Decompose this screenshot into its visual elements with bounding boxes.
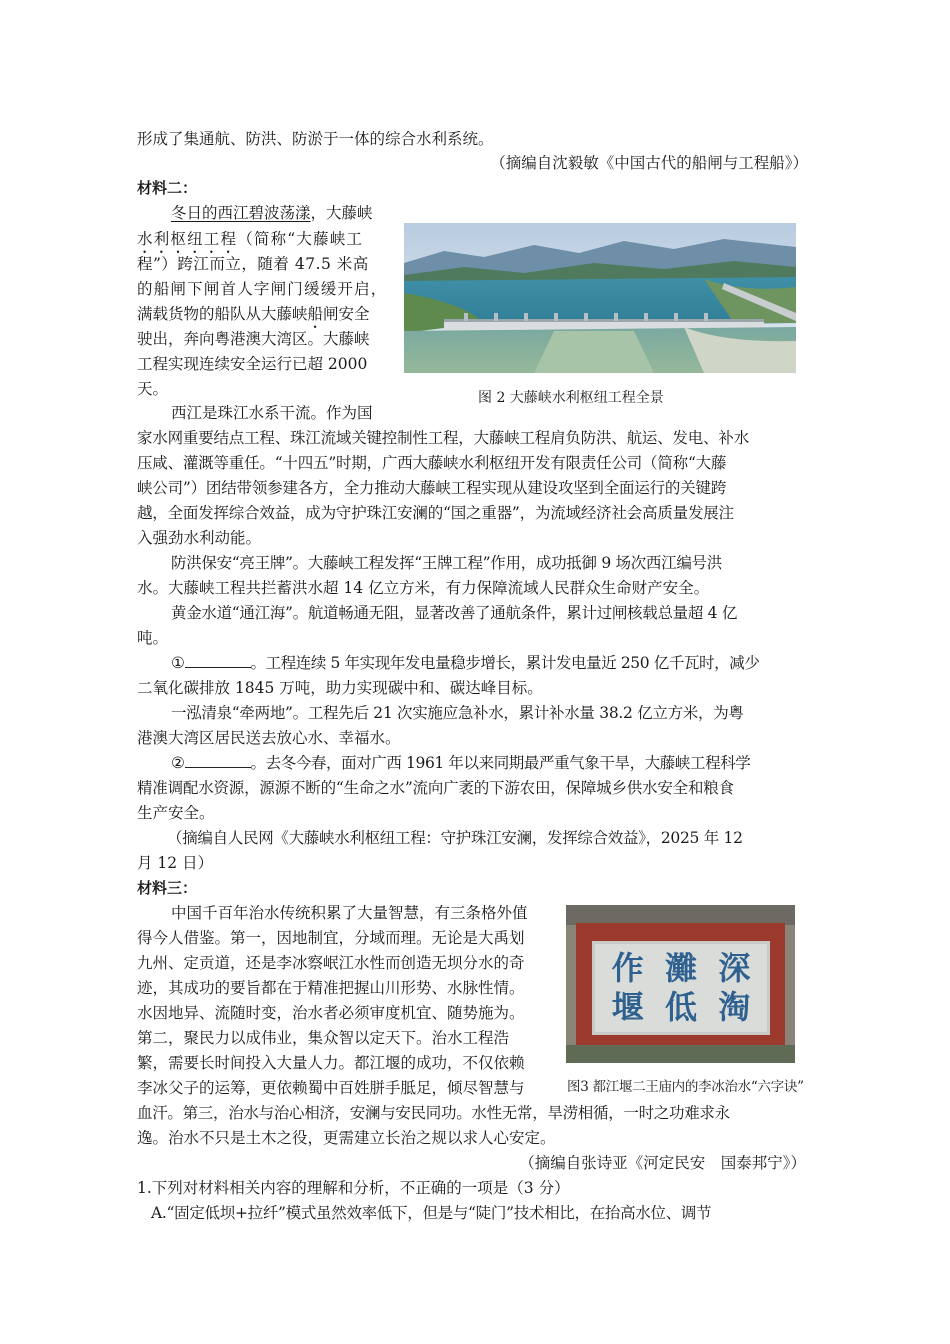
text-line (137, 201, 851, 225)
source-citation: （摘编自沈毅敏《中国古代的船闸与工程船》） (490, 154, 808, 172)
text-line: 峡公司”）团结带领参建各方，全力推动大藤峡工程实现从建设攻坚到全面运行的关键跨 (137, 479, 727, 497)
text-line: 程”）跨江而立，随着 47.5 米高 (137, 255, 369, 273)
answer-blank-2 (185, 753, 251, 768)
plaque-char: 灘 (664, 949, 697, 987)
text-line: 一泓清泉“牵两地”。工程先后 21 次实施应急补水，累计补水量 38.2 亿立方米，为粤 (171, 704, 744, 722)
text-line: 血汗。第三，治水与治心相济，安澜与安民同功。水性无常，旱涝相循，一时之功难求永 (137, 1104, 730, 1122)
text-span: 。工程连续 5 年实现年发电量稳步增长，累计发电量近 250 亿千瓦时，减少 (250, 654, 760, 672)
text-line: 九州、定贡道，还是李冰察岷江水性而创造无坝分水的奇 (137, 954, 525, 972)
source-citation: 月 12 日） (137, 854, 214, 872)
blank-number: ② (171, 754, 185, 772)
plaque-board (592, 941, 770, 1035)
text-line: 的船闸下闸首人字闸门缓缓开启， (137, 280, 388, 298)
plaque-char: 深 (718, 949, 751, 987)
plaque-char: 作 (611, 949, 644, 987)
text-line: 天。 (137, 380, 169, 398)
source-citation: （摘编自人民网《大藤峡水利枢纽工程：守护珠江安澜，发挥综合效益》，2025 年 12 (167, 829, 743, 847)
section-heading-material-2: 材料二： (137, 179, 198, 197)
text-line: 繁，需要长时间投入大量人力。都江堰的成功，不仅依赖 (137, 1054, 525, 1072)
text-line: 生产安全。 (137, 804, 215, 822)
text-span: ，大藤峡 (310, 204, 373, 222)
text-line: 精准调配水资源，源源不断的“生命之水”流向广袤的下游农田，保障城乡供水安全和粮食 (137, 779, 734, 797)
text-line: 水因地异、流随时变，治水者必须审度机宜、随势施为。 (137, 1004, 525, 1022)
plaque-characters (601, 949, 761, 1027)
text-line: 入强劲水利动能。 (137, 529, 262, 547)
text-line (137, 651, 851, 675)
text-line: 吨。 (137, 629, 169, 647)
text-span: （简称“大藤峡工 (237, 230, 364, 248)
text-span: 满载货物的船队从大藤峡 (137, 305, 308, 323)
source-citation: （摘编自张诗亚《河定民安 国泰邦宁》） (519, 1154, 806, 1172)
text-line: 家水网重要结点工程、珠江流域关键控制性工程，大藤峡工程肩负防洪、航运、发电、补水 (137, 429, 750, 447)
figure-caption: 图 2 大藤峡水利枢纽工程全景 (478, 390, 664, 406)
text-line: 中国千百年治水传统积累了大量智慧，有三条格外值 (171, 904, 528, 922)
plaque-photo (566, 905, 795, 1063)
text-line: 第二，聚民力以成伟业，集众智以定天下。治水工程浩 (137, 1029, 510, 1047)
text-line: 形成了集通航、防洪、防淤于一体的综合水利系统。 (137, 130, 494, 148)
text-span: 。去冬今春，面对广西 1961 年以来同期最严重气象干旱，大藤峡工程科学 (250, 754, 751, 772)
text-line (137, 751, 851, 775)
plaque-roof (566, 905, 795, 925)
text-line: 迹，其成功的要旨都在于精准把握山川形势、水脉性情。 (137, 979, 525, 997)
text-line: 驶出，奔向粤港澳大湾区。大藤峡 (137, 330, 370, 348)
text-line: 得今人借鉴。第一，因地制宜，分域而理。无论是大禹划 (137, 929, 525, 947)
text-line: 水。大藤峡工程共拦蓄洪水超 14 亿立方米，有力保障流域人民群众生命财产安全。 (137, 579, 710, 597)
text-line: 逸。治水不只是土木之役，更需建立长治之规以求人心安定。 (137, 1129, 556, 1147)
text-line: 李冰父子的运筹，更依赖蜀中百姓胼手胝足，倾尽智慧与 (137, 1079, 525, 1097)
text-line: 黄金水道“通江海”。航道畅通无阻，显著改善了通航条件，累计过闸核载总量超 4 亿 (171, 604, 738, 622)
answer-blank-1 (185, 653, 251, 668)
dam-panorama-photo (404, 223, 796, 373)
blank-number: ① (171, 654, 185, 672)
question-stem: 1.下列对材料相关内容的理解和分析，不正确的一项是（3 分） (137, 1179, 570, 1197)
question-option-a: A.“固定低坝+拉纤”模式虽然效率低下，但是与“陡门”技术相比，在抬高水位、调节 (151, 1204, 712, 1222)
plaque-char: 低 (664, 988, 697, 1026)
figure-caption: 图3 都江堰二王庙内的李冰治水“六字诀” (567, 1079, 804, 1095)
plaque-char: 堰 (611, 988, 644, 1026)
underlined-phrase: 冬日的西江碧波荡漾 (171, 204, 311, 222)
text-line: 西江是珠江水系干流。作为国 (171, 404, 373, 422)
text-line: 越，全面发挥综合效益，成为守护珠江安澜的“国之重器”，为流域经济社会高质量发展注 (137, 504, 734, 522)
plaque-char: 淘 (718, 988, 751, 1026)
text-line: 二氧化碳排放 1845 万吨，助力实现碳中和、碳达峰目标。 (137, 679, 543, 697)
dotted-phrase: 水利枢纽工程 (137, 230, 238, 248)
plaque-ground (566, 1045, 795, 1063)
text-line: 港澳大湾区居民送去放心水、幸福水。 (137, 729, 401, 747)
text-line: 工程实现连续安全运行已超 2000 (137, 355, 368, 373)
text-line: 压咸、灌溉等重任。“十四五”时期，广西大藤峡水利枢纽开发有限责任公司（简称“大藤 (137, 454, 727, 472)
dotted-char: 船 (307, 305, 324, 323)
text-span: 闸安全 (323, 305, 370, 323)
text-line: 防洪保安“亮王牌”。大藤峡工程发挥“王牌工程”作用，成功抵御 9 场次西江编号洪 (171, 554, 722, 572)
section-heading-material-3: 材料三： (137, 879, 198, 897)
